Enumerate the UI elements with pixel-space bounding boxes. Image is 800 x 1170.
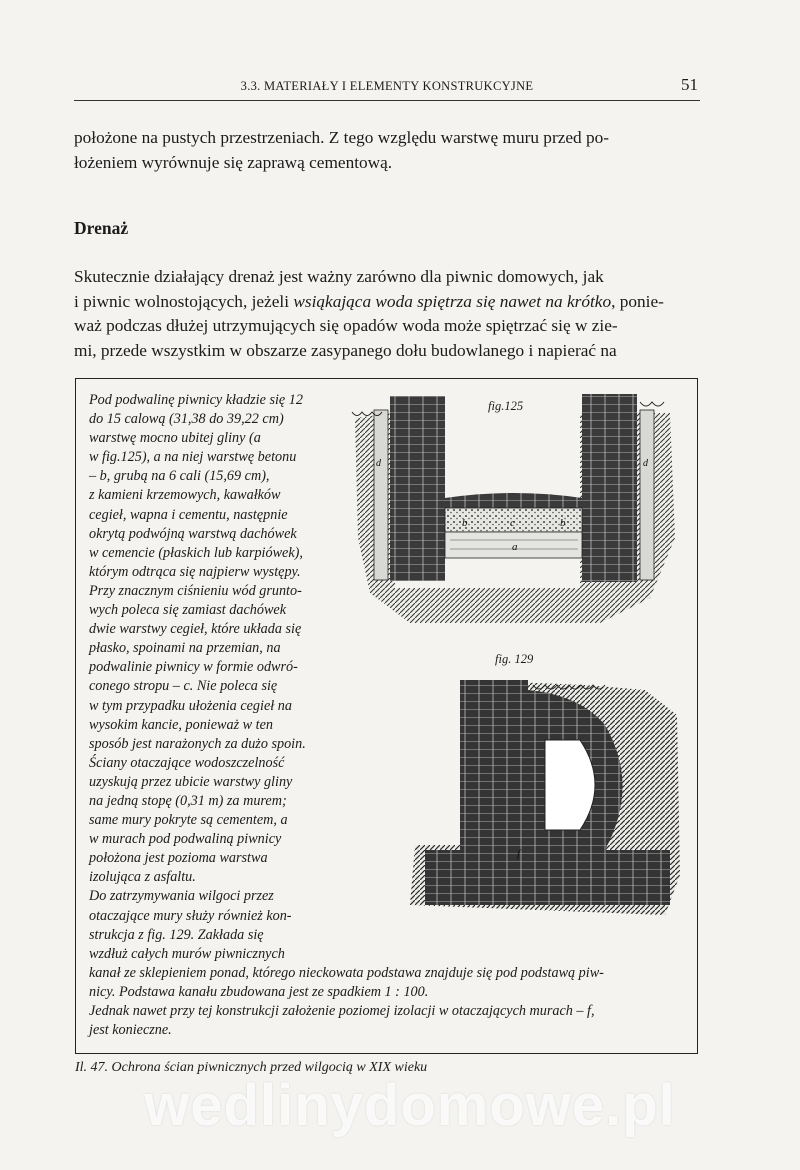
figure-text-line: w tym przypadku ułożenia cegieł na <box>89 697 292 714</box>
label-letter: f <box>517 848 521 860</box>
fig125-label: fig.125 <box>488 399 524 413</box>
figure-text-line: w cemencie (płaskich lub karpiówek), <box>89 544 303 561</box>
figure-text-line: cegieł, wapna i cementu, następnie <box>89 506 288 523</box>
text-line: mi, przede wszystkim w obszarze zasypanego dołu budowlanego i napierać na <box>74 340 617 360</box>
intro-paragraph <box>74 126 700 175</box>
figure-text-line: położona jest pozioma warstwa <box>89 850 268 867</box>
drainage-paragraph <box>74 265 700 363</box>
figure-text-line: w fig.125), a na niej warstwę betonu <box>89 449 297 466</box>
running-header <box>74 76 700 101</box>
figure-text-line: nicy. Podstawa kanału zbudowana jest ze spadkiem 1 : 100. <box>89 983 429 1000</box>
figure-text-line: otaczające mury służy również kon- <box>89 907 292 924</box>
fig129-label: fig. 129 <box>495 652 534 666</box>
figure-text-wide <box>89 964 701 1040</box>
label-letter: d <box>376 458 381 469</box>
figure-text-line: – b, grubą na 6 cali (15,69 cm), <box>89 468 270 485</box>
label-letter: b <box>560 517 566 529</box>
figure-text-line: izolująca z asfaltu. <box>89 869 196 886</box>
figure-text-line: Pod podwalinę piwnicy kładzie się 12 <box>89 392 303 408</box>
figure-text-line: wych poleca się zamiast dachówek <box>89 602 287 619</box>
figure-text-line: Jednak nawet przy tej konstrukcji założenie poziomej izolacji w otaczających murach – f, <box>89 1003 595 1019</box>
figure-text-line: warstwę mocno ubitej gliny (a <box>89 430 261 447</box>
figure-text-line: same mury pokryte są cementem, a <box>89 812 288 829</box>
figure-text-line: z kamieni krzemowych, kawałków <box>89 487 281 504</box>
figure-caption: Il. 47. Ochrona ścian piwnicznych przed wilgocią w XIX wieku <box>75 1060 428 1075</box>
figure-text-line: Do zatrzymywania wilgoci przez <box>89 888 274 905</box>
figure-text-line: strukcja z fig. 129. Zakłada się <box>89 926 264 943</box>
figure-text-line: dwie warstwy cegieł, które układa się <box>89 621 302 638</box>
figure-text-line: conego stropu – c. Nie poleca się <box>89 678 278 695</box>
label-letter: a <box>512 541 518 553</box>
running-title: 3.3. MATERIAŁY I ELEMENTY KONSTRUKCYJNE <box>240 79 534 93</box>
section-heading: Drenaż <box>74 218 129 238</box>
figure-text-line: kanał ze sklepieniem ponad, którego nieckowata podstawa znajduje się pod podstawą piw- <box>89 964 604 981</box>
figure-description <box>89 391 701 1040</box>
figure-text-line: do 15 calową (31,38 do 39,22 cm) <box>89 411 284 428</box>
text-line: położone na pustych przestrzeniach. Z tego względu warstwę muru przed po- <box>74 128 610 147</box>
figure-text-line: uzyskują przez ubicie warstwy gliny <box>89 773 293 790</box>
figure-text-line: którym odtrąca się najpierw występy. <box>89 563 301 580</box>
figure-text-line: sposób jest narażonych za dużo spoin. <box>89 735 306 752</box>
figure-text-line: podwalinie piwnicy w formie odwró- <box>89 659 298 676</box>
text-line: waż podczas dłużej utrzymujących się opadów woda może spiętrzać się w zie- <box>74 316 618 335</box>
text-fragment: , ponie- <box>611 291 664 311</box>
figure-text-line: w murach pod podwaliną piwnicy <box>89 831 282 848</box>
emphasis-text: wsiąkająca woda spiętrza się nawet na krótko <box>293 291 612 311</box>
figure-text-line: płasko, spoinami na przemian, na <box>89 640 281 657</box>
figure-text-line: na jedną stopę (0,31 m) za murem; <box>89 792 287 809</box>
figure-text-line: Przy znacznym ciśnieniu wód grunto- <box>89 582 302 599</box>
figure-text-line: okrytą podwójną warstwą dachówek <box>89 525 297 542</box>
figure-text-line: wysokim kancie, ponieważ w ten <box>89 716 274 733</box>
label-letter: c <box>510 517 515 529</box>
text-fragment: i piwnic wolnostojących, jeżeli <box>74 291 294 311</box>
watermark-text: wedlinydomowe.pl <box>144 1073 676 1138</box>
text-line: łożeniem wyrównuje się zaprawą cementową. <box>74 152 393 172</box>
figure-text-line: jest konieczne. <box>89 1022 172 1039</box>
text-line: Skutecznie działający drenaż jest ważny zarówno dla piwnic domowych, jak <box>74 267 604 286</box>
label-letter: d <box>643 458 648 469</box>
figure-text-line: wzdłuż całych murów piwnicznych <box>89 945 285 962</box>
label-letter: b <box>462 517 468 529</box>
figure-text-narrow <box>89 391 351 964</box>
figure-text-line: Ściany otaczające wodoszczelność <box>89 754 285 771</box>
page-number: 51 <box>681 75 698 94</box>
